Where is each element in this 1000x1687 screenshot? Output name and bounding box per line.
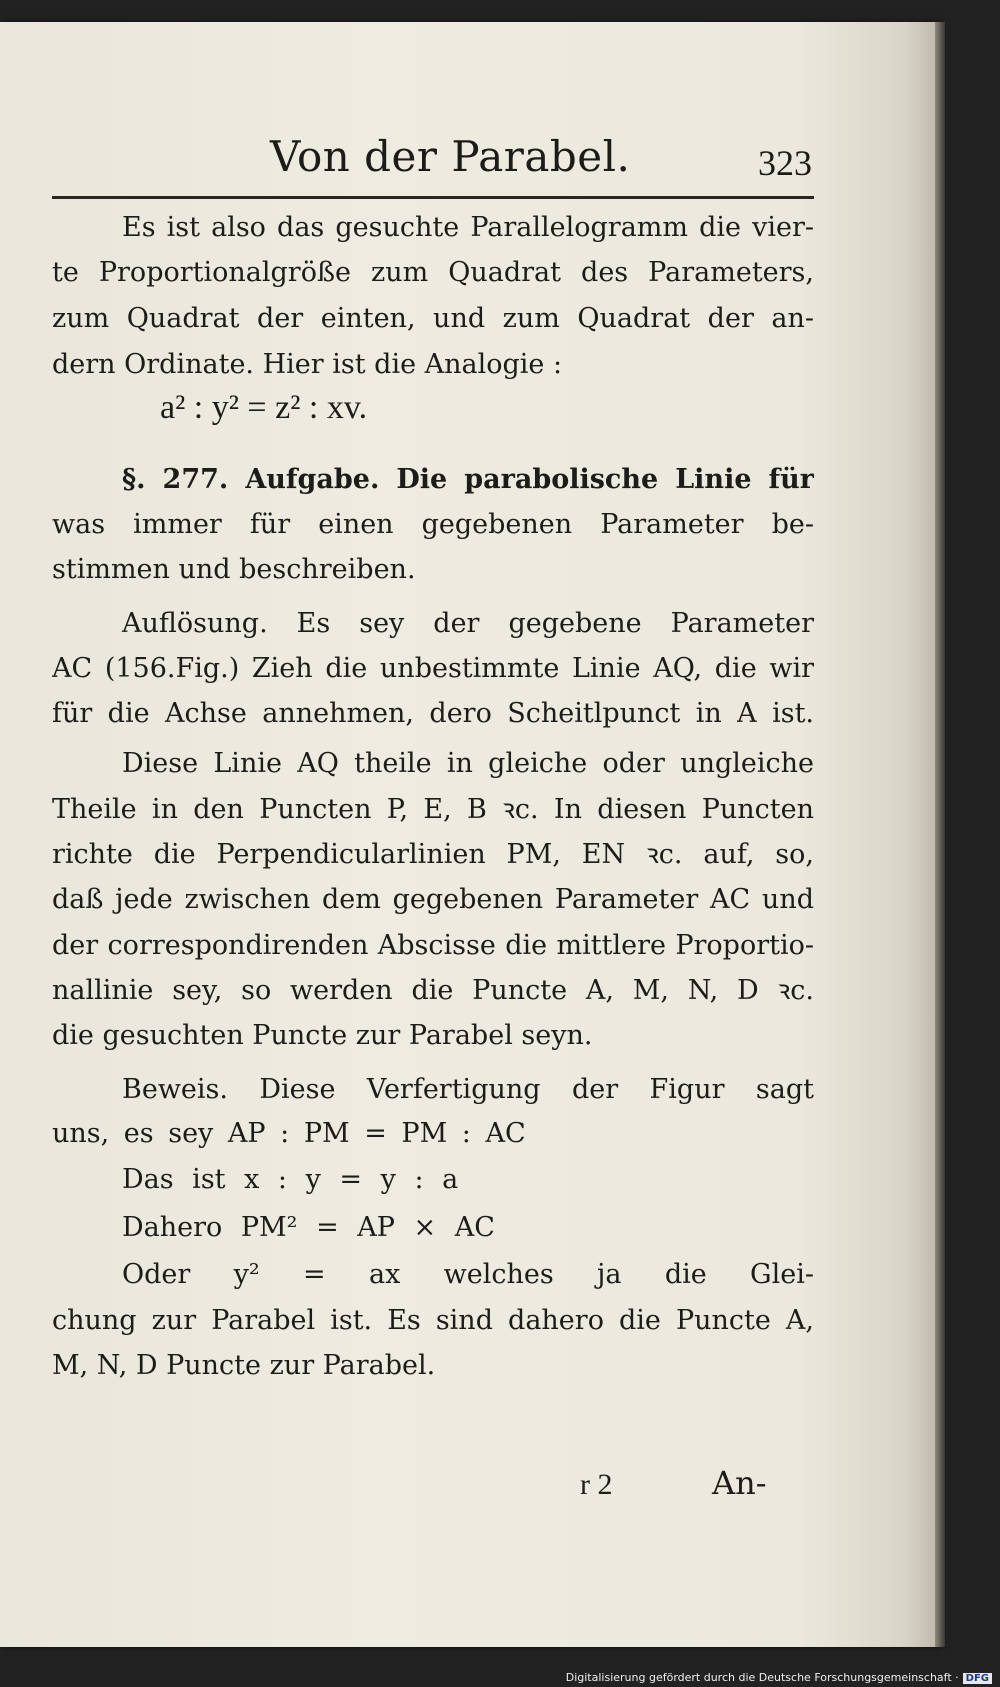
- text-line: Diese Linie AQ theile in gleiche oder ungleiche: [122, 748, 814, 779]
- text-line: stimmen und beschreiben.: [52, 554, 416, 585]
- page-edge: [935, 22, 945, 1647]
- text-line: was immer für einen gegebenen Parameter be-: [52, 509, 814, 540]
- text-line: chung zur Parabel ist. Es sind dahero die Puncte A,: [52, 1305, 814, 1336]
- text-line: M, N, D Puncte zur Parabel.: [52, 1350, 436, 1381]
- text-line: dern Ordinate. Hier ist die Analogie :: [52, 349, 563, 380]
- catchword: An-: [712, 1464, 767, 1502]
- text-line: AC (156.Fig.) Zieh die unbestimmte Linie AQ, die wir: [52, 653, 814, 684]
- text-line: nallinie sey, so werden die Puncte A, M, N, D ꝛc.: [52, 975, 814, 1006]
- section-heading-line: §. 277. Aufgabe. Die parabolische Linie für: [122, 464, 814, 495]
- digitization-footer: [566, 1671, 992, 1684]
- text-line: te Proportionalgröße zum Quadrat des Parameters,: [52, 257, 814, 288]
- footer-text: Digitalisierung gefördert durch die Deutsche Forschungsgemeinschaft ·: [565, 1671, 959, 1684]
- text-line: Oder y² = ax welches ja die Glei-: [122, 1259, 814, 1290]
- text-line: daß jede zwischen dem gegebenen Parameter AC und: [52, 884, 814, 915]
- text-line: Beweis. Diese Verfertigung der Figur sagt: [122, 1074, 814, 1105]
- formula-line: a² : y² = z² : xv.: [160, 389, 368, 426]
- text-line: zum Quadrat der einten, und zum Quadrat der an-: [52, 303, 814, 334]
- running-title: Von der Parabel.: [270, 132, 631, 181]
- text-line: die gesuchten Puncte zur Parabel seyn.: [52, 1020, 593, 1051]
- page-number: 323: [758, 143, 812, 183]
- text-line: der correspondirenden Abscisse die mittlere Proportio-: [52, 930, 814, 961]
- text-line: Theile in den Puncten P, E, B ꝛc. In diesen Puncten: [52, 794, 814, 825]
- text-line: Auflösung. Es sey der gegebene Parameter: [122, 608, 814, 639]
- text-line: Das ist x : y = y : a: [122, 1164, 459, 1195]
- header-rule: [52, 196, 814, 199]
- text-line: Dahero PM² = AP × AC: [122, 1212, 495, 1243]
- text-line: Es ist also das gesuchte Parallelogramm die vier-: [122, 212, 814, 243]
- text-line: richte die Perpendicularlinien PM, EN ꝛc. auf, so,: [52, 839, 814, 870]
- text-line: uns, es sey AP : PM = PM : AC: [52, 1118, 526, 1149]
- signature-mark: r 2: [580, 1468, 613, 1501]
- page-header: [52, 132, 814, 212]
- dfg-logo: DFG: [963, 1673, 992, 1684]
- text-line: für die Achse annehmen, dero Scheitlpunct in A ist.: [52, 698, 814, 729]
